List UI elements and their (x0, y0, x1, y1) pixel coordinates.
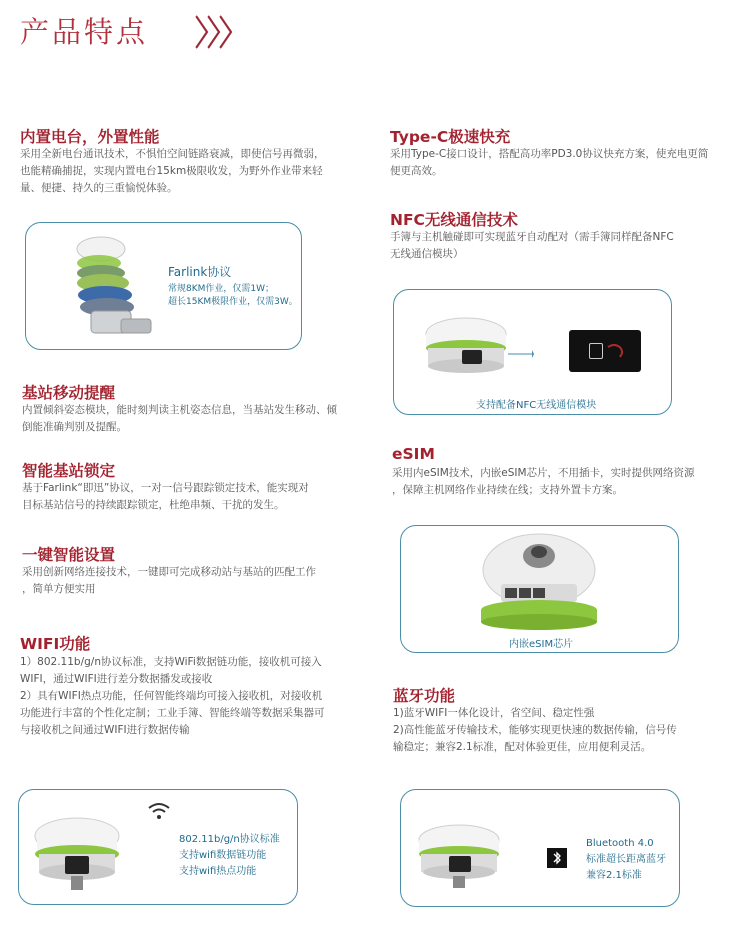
esim-card (400, 525, 679, 653)
farlink-card-lines: 常规8KM作业，仅需1W； 超长15KM极限作业，仅需3W。 (168, 284, 298, 307)
section-body-nfc: 手簿与主机触碰即可实现蓝牙自动配对（需手簿同样配备NFC 无线通信模块） (390, 231, 674, 260)
section-title-base-move-alert: 基站移动提醒 (22, 384, 116, 402)
farlink-card (25, 222, 302, 350)
receiver-wifi-illustration (31, 814, 126, 896)
page-title: 产品特点 (20, 15, 149, 49)
esim-card-caption: 内嵌eSIM芯片 (509, 639, 574, 650)
nfc-wave-icon (605, 344, 623, 360)
section-title-wifi: WIFI功能 (20, 635, 91, 653)
section-title-internal-radio: 内置电台，外置性能 (20, 128, 160, 146)
section-title-esim: eSIM (392, 445, 435, 463)
bluetooth-card-lines: Bluetooth 4.0 标准超长距离蓝牙 兼容2.1标准 (586, 838, 666, 881)
section-body-smart-base-lock: 基于Farlink“即迅”协议，一对一信号跟踪锁定技术，能实现对 目标基站信号的持续跟踪锁定，杜绝串频、干扰的发生。 (22, 482, 309, 511)
bluetooth-icon (547, 848, 567, 868)
section-body-internal-radio: 采用全新电台通讯技术，不惧怕空间链路衰减，即使信号再微弱， 也能精确捕捉，实现内置电台15km极限收发，为野外作业带来轻 量、便捷、持久的三重愉悦体验。 (20, 148, 325, 194)
receiver-bluetooth-illustration (417, 824, 503, 892)
nfc-card (393, 289, 672, 415)
section-body-base-move-alert: 内置倾斜姿态模块，能时刻判读主机姿态信息，当基站发生移动、倾 倒能准确判别及提醒。 (22, 404, 337, 433)
receiver-esim-illustration (479, 530, 599, 632)
section-title-type-c: Type-C极速快充 (390, 128, 511, 146)
section-body-wifi: 1）802.11b/g/n协议标准，支持WiFi数据链功能，接收机可接入 WIFI，通过WIFI进行差分数据播发或接收 2）具有WIFI热点功能，任何智能终端均可接入接收机，对接收机 功能进行丰富的个性化定制；工业手簿、智能终端等数据采集器可 与接收机之间通过WIFI进行数据传输 (20, 656, 325, 736)
nfc-card-caption: 支持配备NFC无线通信模块 (476, 400, 597, 411)
title-chevrons-icon: 〉〉〉 (195, 14, 245, 54)
bluetooth-card (400, 789, 680, 907)
section-body-one-key-setup: 采用创新网络连接技术，一键即可完成移动站与基站的匹配工作 ，简单方便实用 (22, 566, 316, 595)
section-title-smart-base-lock: 智能基站锁定 (22, 462, 116, 480)
wifi-card (18, 789, 298, 905)
section-body-bluetooth: 1)蓝牙WIFI一体化设计，省空间、稳定性强 2)高性能蓝牙传输技术，能够实现更快速的数据传输，信号传 输稳定；兼容2.1标准，配对体验更佳，应用便利灵活。 (393, 707, 677, 753)
section-body-esim: 采用内eSIM技术，内嵌eSIM芯片，不用插卡，实时提供网络资源 ，保障主机网络作业持续在线；支持外置卡方案。 (392, 467, 695, 496)
section-title-nfc: NFC无线通信技术 (390, 211, 518, 229)
exploded-receiver-illustration (61, 231, 171, 343)
wifi-icon (147, 800, 171, 822)
nfc-icon (589, 343, 603, 359)
section-title-bluetooth: 蓝牙功能 (393, 687, 456, 705)
farlink-card-title: Farlink协议 (168, 265, 232, 279)
nfc-module-image (569, 330, 641, 372)
section-body-type-c: 采用Type-C接口设计，搭配高功率PD3.0协议快充方案，使充电更简 便更高效。 (390, 148, 709, 177)
wifi-card-lines: 802.11b/g/n协议标准 支持wifi数据链功能 支持wifi热点功能 (179, 834, 280, 877)
receiver-nfc-illustration (424, 316, 534, 388)
section-title-one-key-setup: 一键智能设置 (22, 546, 116, 564)
